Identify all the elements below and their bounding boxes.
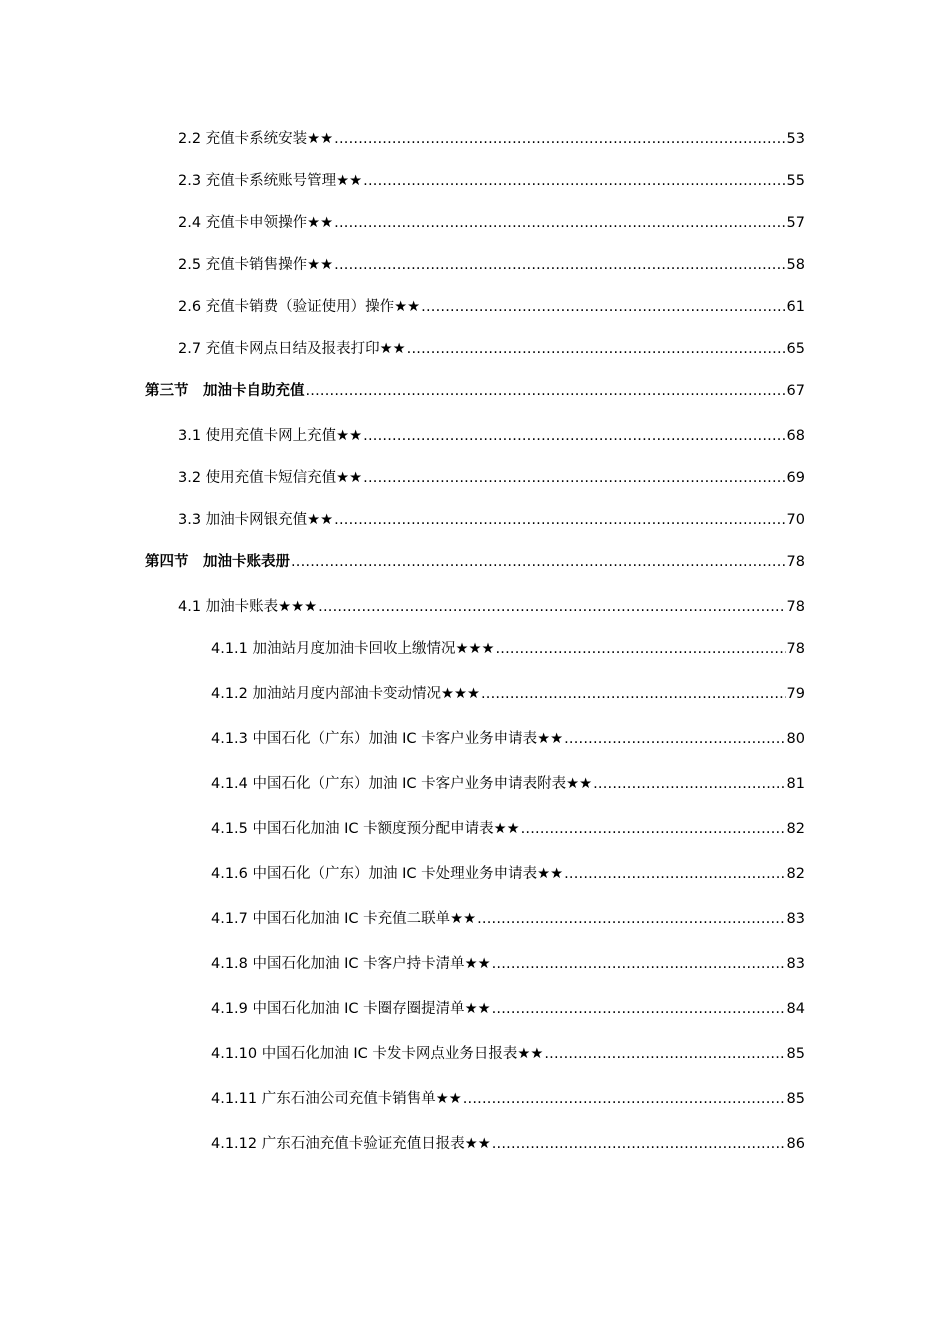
toc-dot-leader (334, 510, 785, 530)
toc-entry-title: 3.2 使用充值卡短信充值★★ (178, 470, 363, 486)
toc-page-number: 78 (786, 599, 805, 615)
toc-dot-leader (564, 729, 785, 749)
toc-section-heading[interactable] (145, 381, 805, 401)
toc-page-number: 86 (786, 1136, 805, 1152)
toc-dot-leader (492, 1134, 786, 1154)
toc-entry-title: 2.3 充值卡系统账号管理★★ (178, 173, 363, 189)
toc-entry[interactable] (178, 468, 805, 488)
toc-entry[interactable] (178, 297, 805, 317)
toc-entry[interactable] (178, 171, 805, 191)
toc-entry-title: 2.2 充值卡系统安装★★ (178, 131, 334, 147)
toc-dot-leader (421, 297, 785, 317)
toc-dot-leader (492, 999, 786, 1019)
toc-entry[interactable] (178, 510, 805, 530)
toc-page-number: 79 (786, 686, 805, 702)
toc-entry[interactable] (211, 774, 805, 794)
toc-entry[interactable] (211, 1089, 805, 1109)
toc-entry-title: 4.1.9 中国石化加油 IC 卡圈存圈提清单★★ (211, 1001, 491, 1017)
toc-page-number: 81 (786, 776, 805, 792)
toc-dot-leader (363, 426, 785, 446)
toc-section-heading[interactable] (145, 552, 805, 572)
toc-dot-leader (334, 213, 785, 233)
toc-page-number: 55 (786, 173, 805, 189)
toc-page-number: 83 (786, 911, 805, 927)
toc-entry[interactable] (178, 129, 805, 149)
toc-dot-leader (306, 381, 786, 401)
toc-entry[interactable] (211, 1134, 805, 1154)
toc-entry-title: 4.1.5 中国石化加油 IC 卡额度预分配申请表★★ (211, 821, 520, 837)
toc-page-number: 70 (786, 512, 805, 528)
toc-entry[interactable] (211, 639, 805, 659)
toc-page-number: 85 (786, 1091, 805, 1107)
toc-dot-leader (593, 774, 785, 794)
toc-dot-leader (334, 129, 785, 149)
toc-entry-title: 第三节 加油卡自助充值 (145, 383, 305, 399)
toc-page-number: 78 (786, 554, 805, 570)
toc-entry-title: 2.5 充值卡销售操作★★ (178, 257, 334, 273)
toc-entry[interactable] (211, 909, 805, 929)
toc-entry[interactable] (211, 684, 805, 704)
toc-entry[interactable] (178, 213, 805, 233)
toc-entry[interactable] (178, 426, 805, 446)
toc-page-number: 80 (786, 731, 805, 747)
toc-entry-title: 2.7 充值卡网点日结及报表打印★★ (178, 341, 406, 357)
toc-dot-leader (564, 864, 785, 884)
toc-entry-title: 3.3 加油卡网银充值★★ (178, 512, 334, 528)
toc-entry-title: 4.1.12 广东石油充值卡验证充值日报表★★ (211, 1136, 491, 1152)
toc-entry-title: 4.1.11 广东石油公司充值卡销售单★★ (211, 1091, 462, 1107)
toc-entry-title: 4.1.3 中国石化（广东）加油 IC 卡客户业务申请表★★ (211, 731, 564, 747)
toc-entry-title: 4.1.7 中国石化加油 IC 卡充值二联单★★ (211, 911, 477, 927)
toc-entry[interactable] (211, 1044, 805, 1064)
toc-dot-leader (363, 171, 785, 191)
toc-dot-leader (492, 954, 786, 974)
toc-dot-leader (291, 552, 786, 572)
toc-dot-leader (463, 1089, 786, 1109)
toc-page-number: 82 (786, 821, 805, 837)
toc-entry[interactable] (211, 819, 805, 839)
toc-page-number: 84 (786, 1001, 805, 1017)
toc-entry-title: 3.1 使用充值卡网上充值★★ (178, 428, 363, 444)
toc-page-number: 68 (786, 428, 805, 444)
toc-entry-title: 2.4 充值卡申领操作★★ (178, 215, 334, 231)
toc-entry-title: 4.1.1 加油站月度加油卡回收上缴情况★★★ (211, 641, 495, 657)
toc-page-number: 58 (786, 257, 805, 273)
toc-entry[interactable] (211, 954, 805, 974)
toc-entry-title: 4.1.2 加油站月度内部油卡变动情况★★★ (211, 686, 480, 702)
toc-page-number: 61 (786, 299, 805, 315)
toc-dot-leader (363, 468, 785, 488)
toc-dot-leader (521, 819, 786, 839)
toc-dot-leader (496, 639, 786, 659)
toc-entry[interactable] (178, 597, 805, 617)
toc-page-number: 53 (786, 131, 805, 147)
toc-entry[interactable] (178, 339, 805, 359)
toc-entry[interactable] (211, 729, 805, 749)
toc-dot-leader (477, 909, 785, 929)
toc-dot-leader (318, 597, 785, 617)
toc-page-number: 82 (786, 866, 805, 882)
toc-entry-title: 4.1.6 中国石化（广东）加油 IC 卡处理业务申请表★★ (211, 866, 564, 882)
toc-entry-title: 4.1.8 中国石化加油 IC 卡客户持卡清单★★ (211, 956, 491, 972)
toc-page-number: 67 (786, 383, 805, 399)
toc-entry[interactable] (178, 255, 805, 275)
toc-entry-title: 4.1 加油卡账表★★★ (178, 599, 318, 615)
toc-page-number: 69 (786, 470, 805, 486)
toc-entry-title: 4.1.10 中国石化加油 IC 卡发卡网点业务日报表★★ (211, 1046, 544, 1062)
toc-dot-leader (544, 1044, 785, 1064)
toc-entry[interactable] (211, 999, 805, 1019)
toc-page-number: 57 (786, 215, 805, 231)
toc-dot-leader (481, 684, 786, 704)
toc-entry-title: 4.1.4 中国石化（广东）加油 IC 卡客户业务申请表附表★★ (211, 776, 593, 792)
toc-entry-title: 第四节 加油卡账表册 (145, 554, 290, 570)
toc-page-number: 85 (786, 1046, 805, 1062)
toc-page-number: 78 (786, 641, 805, 657)
toc-page-number: 65 (786, 341, 805, 357)
toc-dot-leader (407, 339, 786, 359)
toc-page-number: 83 (786, 956, 805, 972)
toc-entry[interactable] (211, 864, 805, 884)
toc-dot-leader (334, 255, 785, 275)
toc-entry-title: 2.6 充值卡销费（验证使用）操作★★ (178, 299, 421, 315)
